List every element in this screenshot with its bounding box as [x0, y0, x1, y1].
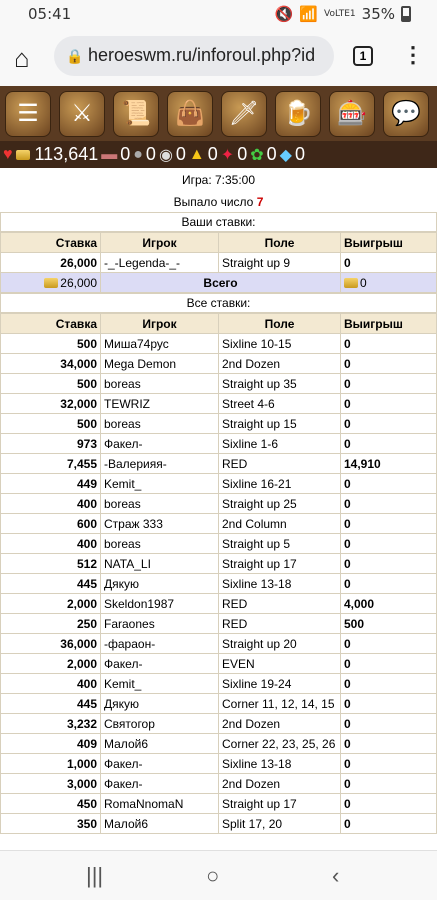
win-cell: 0	[341, 714, 437, 734]
field-cell: Corner 22, 23, 25, 26	[219, 734, 341, 754]
table-row	[1, 734, 437, 754]
win-cell: 0	[341, 334, 437, 354]
address-bar[interactable]	[54, 36, 334, 76]
stake-cell: 400	[1, 674, 101, 694]
resources-bar	[0, 141, 437, 168]
win-cell: 0	[341, 474, 437, 494]
heart-icon: ♥	[3, 145, 13, 163]
win-cell: 0	[341, 734, 437, 754]
win-cell: 0	[341, 574, 437, 594]
player-link[interactable]: Факел-	[101, 774, 219, 794]
stake-cell: 3,232	[1, 714, 101, 734]
stake-cell: 500	[1, 374, 101, 394]
table-row	[1, 354, 437, 374]
field-cell: Sixline 13-18	[219, 754, 341, 774]
stake-cell: 250	[1, 614, 101, 634]
wood-icon: ▬	[101, 145, 118, 163]
stake-cell: 500	[1, 414, 101, 434]
header-player: Игрок	[101, 233, 219, 253]
diamonds-amount: 0	[294, 144, 305, 164]
stake-cell: 450	[1, 794, 101, 814]
field-cell: 2nd Column	[219, 514, 341, 534]
header-player: Игрок	[101, 314, 219, 334]
stake-cell: 350	[1, 814, 101, 834]
player-link[interactable]: Дякую	[101, 574, 219, 594]
table-row	[1, 594, 437, 614]
table-row	[1, 454, 437, 474]
header-win: Выигрыш	[341, 233, 437, 253]
player-link[interactable]: RomaNnomaN	[101, 794, 219, 814]
table-row	[1, 494, 437, 514]
result-label: Выпало число	[173, 195, 254, 209]
crystals-icon: ✦	[220, 146, 235, 164]
player-link[interactable]: Дякую	[101, 694, 219, 714]
ore-amount: 0	[145, 144, 156, 164]
lock-icon[interactable]: 🔒	[66, 48, 84, 64]
win-cell: 0	[341, 253, 437, 273]
mercury-icon: ◉	[158, 146, 173, 164]
status-bar	[0, 0, 437, 28]
gems-icon: ✿	[250, 146, 264, 164]
field-cell: Split 17, 20	[219, 814, 341, 834]
field-cell: Straight up 9	[219, 253, 341, 273]
stake-cell: 7,455	[1, 454, 101, 474]
knight-icon[interactable]: ⚔	[59, 91, 105, 137]
your-bets-title: Ваши ставки:	[0, 212, 437, 232]
field-cell: 2nd Dozen	[219, 714, 341, 734]
url-text[interactable]: heroeswm.ru/inforoul.php?id	[88, 45, 316, 65]
overflow-menu-icon[interactable]: ⋮	[402, 42, 424, 67]
sulfur-amount: 0	[207, 144, 218, 164]
field-cell: Straight up 20	[219, 634, 341, 654]
win-cell: 0	[341, 534, 437, 554]
table-row	[1, 434, 437, 454]
win-cell: 500	[341, 614, 437, 634]
stake-cell: 973	[1, 434, 101, 454]
field-cell: RED	[219, 454, 341, 474]
win-cell: 0	[341, 554, 437, 574]
field-cell: Straight up 5	[219, 534, 341, 554]
browser-toolbar	[0, 28, 437, 86]
gold-icon	[344, 278, 358, 288]
crystals-amount: 0	[237, 144, 248, 164]
gold-icon	[16, 150, 30, 160]
all-bets-title: Все ставки:	[0, 293, 437, 313]
menu-icon[interactable]: ☰	[5, 91, 51, 137]
table-row	[1, 714, 437, 734]
gold-icon	[44, 278, 58, 288]
stake-cell: 445	[1, 574, 101, 594]
status-icons	[275, 5, 411, 23]
win-cell: 0	[341, 774, 437, 794]
chat-icon[interactable]: 💬	[383, 91, 429, 137]
table-header	[1, 314, 437, 334]
tab-count-button[interactable]: 1	[353, 46, 373, 66]
gems-amount: 0	[266, 144, 277, 164]
wood-amount: 0	[120, 144, 131, 164]
player-link[interactable]: NATA_LI	[101, 554, 219, 574]
swords-icon[interactable]: 🗡	[221, 91, 267, 137]
game-navigation	[0, 86, 437, 141]
stake-cell: 445	[1, 694, 101, 714]
header-stake: Ставка	[1, 233, 101, 253]
table-row	[1, 574, 437, 594]
stake-cell: 449	[1, 474, 101, 494]
tavern-icon[interactable]: 🍺	[275, 91, 321, 137]
stake-cell: 400	[1, 534, 101, 554]
table-row	[1, 814, 437, 834]
field-cell: RED	[219, 594, 341, 614]
player-link[interactable]: TEWRIZ	[101, 394, 219, 414]
mercury-amount: 0	[175, 144, 186, 164]
casino-icon[interactable]: 🎰	[329, 91, 375, 137]
gold-amount: 113,641	[34, 144, 99, 164]
status-time: 05:41	[28, 5, 72, 23]
field-cell: Straight up 35	[219, 374, 341, 394]
win-cell: 0	[341, 494, 437, 514]
player-link[interactable]: Факел-	[101, 654, 219, 674]
player-link[interactable]: Миша74рус	[101, 334, 219, 354]
table-row	[1, 794, 437, 814]
table-row	[1, 394, 437, 414]
table-row	[1, 534, 437, 554]
player-link[interactable]: Факел-	[101, 434, 219, 454]
field-cell: Sixline 1-6	[219, 434, 341, 454]
table-row	[1, 694, 437, 714]
table-row	[1, 554, 437, 574]
stake-cell: 600	[1, 514, 101, 534]
total-label: Всего	[101, 273, 341, 293]
your-bets-table	[0, 232, 437, 293]
bag-icon[interactable]: 👜	[167, 91, 213, 137]
game-result	[0, 190, 437, 212]
table-row	[1, 374, 437, 394]
total-win: 0	[360, 275, 367, 290]
header-field: Поле	[219, 233, 341, 253]
player-link[interactable]: boreas	[101, 494, 219, 514]
field-cell: Sixline 16-21	[219, 474, 341, 494]
stake-cell: 34,000	[1, 354, 101, 374]
player-link[interactable]: boreas	[101, 534, 219, 554]
battery-icon	[401, 6, 411, 22]
field-cell: Straight up 25	[219, 494, 341, 514]
wifi-icon: 📶	[299, 5, 318, 23]
field-cell: Straight up 17	[219, 794, 341, 814]
field-cell: Street 4-6	[219, 394, 341, 414]
win-cell: 0	[341, 374, 437, 394]
win-cell: 0	[341, 814, 437, 834]
stake-cell: 3,000	[1, 774, 101, 794]
table-row	[1, 754, 437, 774]
player-link[interactable]: boreas	[101, 414, 219, 434]
home-icon[interactable]: ⌂	[14, 43, 30, 73]
player-link[interactable]: Малой6	[101, 734, 219, 754]
scroll-icon[interactable]: 📜	[113, 91, 159, 137]
field-cell: Sixline 13-18	[219, 574, 341, 594]
player-link[interactable]: Малой6	[101, 814, 219, 834]
total-stake-cell	[1, 273, 101, 293]
player-link[interactable]: Kemit_	[101, 674, 219, 694]
field-cell: Straight up 17	[219, 554, 341, 574]
roulette-info	[0, 168, 437, 850]
stake-cell: 2,000	[1, 594, 101, 614]
player-link[interactable]: -_-Legenda-_-	[101, 253, 219, 273]
field-cell: EVEN	[219, 654, 341, 674]
field-cell: 2nd Dozen	[219, 354, 341, 374]
field-cell: Sixline 10-15	[219, 334, 341, 354]
win-cell: 0	[341, 394, 437, 414]
field-cell: Corner 11, 12, 14, 15	[219, 694, 341, 714]
field-cell: 2nd Dozen	[219, 774, 341, 794]
player-link[interactable]: Mega Demon	[101, 354, 219, 374]
sulfur-icon: ▲	[188, 145, 205, 163]
player-link[interactable]: Святогор	[101, 714, 219, 734]
win-cell: 0	[341, 634, 437, 654]
player-link[interactable]: boreas	[101, 374, 219, 394]
total-win-cell	[341, 273, 437, 293]
stake-cell: 500	[1, 334, 101, 354]
diamond-icon: ◆	[279, 146, 292, 164]
player-link[interactable]: Факел-	[101, 754, 219, 774]
player-link[interactable]: Skeldon1987	[101, 594, 219, 614]
android-nav-bar	[0, 850, 437, 900]
stake-cell: 400	[1, 494, 101, 514]
all-bets-rows	[1, 334, 437, 834]
stake-cell: 409	[1, 734, 101, 754]
stake-cell: 2,000	[1, 654, 101, 674]
player-link[interactable]: -Валерияя-	[101, 454, 219, 474]
win-cell: 14,910	[341, 454, 437, 474]
table-row	[1, 474, 437, 494]
table-row	[1, 654, 437, 674]
field-cell: Sixline 19-24	[219, 674, 341, 694]
mute-icon: 🔇	[274, 5, 294, 23]
all-bets-table	[0, 313, 437, 834]
table-row	[1, 414, 437, 434]
result-number: 7	[256, 195, 264, 209]
stake-cell: 1,000	[1, 754, 101, 774]
table-header	[1, 233, 437, 253]
player-link[interactable]: Страж 333	[101, 514, 219, 534]
player-link[interactable]: Faraones	[101, 614, 219, 634]
total-row	[1, 273, 437, 293]
win-cell: 0	[341, 434, 437, 454]
total-stake: 26,000	[60, 275, 97, 290]
win-cell: 0	[341, 414, 437, 434]
win-cell: 0	[341, 354, 437, 374]
stake-cell: 512	[1, 554, 101, 574]
player-link[interactable]: Kemit_	[101, 474, 219, 494]
header-win: Выигрыш	[341, 314, 437, 334]
header-field: Поле	[219, 314, 341, 334]
table-row	[1, 614, 437, 634]
home-nav-icon[interactable]: ○	[206, 863, 220, 888]
player-link[interactable]: -фараон-	[101, 634, 219, 654]
win-cell: 0	[341, 674, 437, 694]
battery-text: 35%	[361, 5, 395, 23]
win-cell: 0	[341, 654, 437, 674]
table-row	[1, 674, 437, 694]
network-label: VoLTE1	[324, 9, 356, 19]
table-row	[1, 774, 437, 794]
stake-cell: 32,000	[1, 394, 101, 414]
table-row	[1, 514, 437, 534]
stake-cell: 26,000	[1, 253, 101, 273]
field-cell: RED	[219, 614, 341, 634]
game-time: Игра: 7:35:00	[181, 173, 256, 187]
back-icon[interactable]: ‹	[332, 863, 340, 888]
recents-icon[interactable]: |||	[86, 863, 104, 888]
win-cell: 4,000	[341, 594, 437, 614]
table-row	[1, 334, 437, 354]
header-stake: Ставка	[1, 314, 101, 334]
win-cell: 0	[341, 794, 437, 814]
table-row	[1, 253, 437, 273]
ore-icon: ●	[133, 145, 143, 163]
stake-cell: 36,000	[1, 634, 101, 654]
win-cell: 0	[341, 514, 437, 534]
win-cell: 0	[341, 694, 437, 714]
table-row	[1, 634, 437, 654]
field-cell: Straight up 15	[219, 414, 341, 434]
win-cell: 0	[341, 754, 437, 774]
